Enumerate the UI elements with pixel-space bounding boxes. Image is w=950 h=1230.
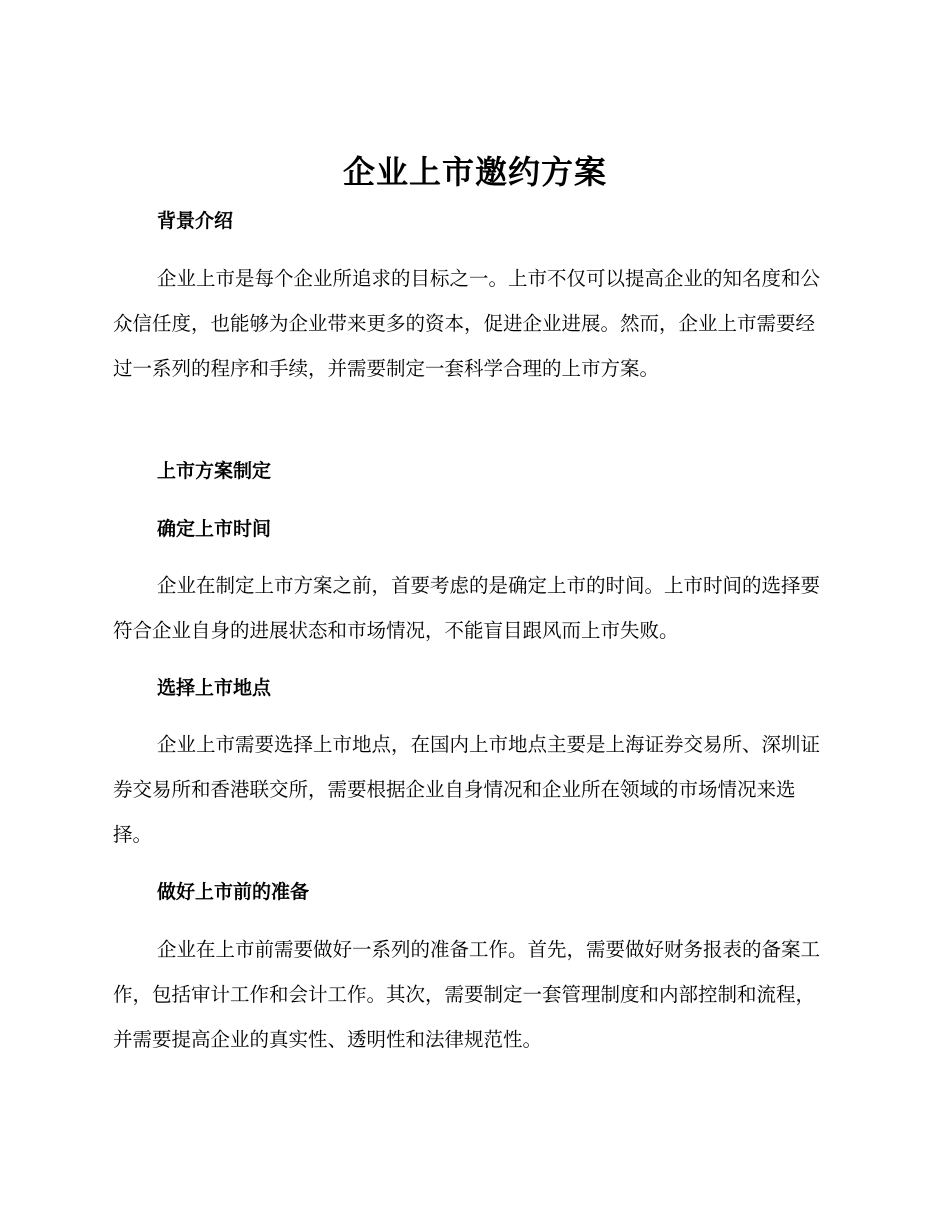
section-heading-background: 背景介绍 <box>157 210 234 232</box>
section-paragraph-listing-time: 企业在制定上市方案之前，首要考虑的是确定上市的时间。上市时间的选择要符合企业自身的进展状态和市场情况，不能盲目跟风而上市失败。 <box>113 574 821 642</box>
document-title: 企业上市邀约方案 <box>342 153 607 191</box>
section-paragraph-background: 企业上市是每个企业所追求的目标之一。上市不仅可以提高企业的知名度和公众信任度，也能够为企业带来更多的资本，促进企业进展。然而，企业上市需要经过一系列的程序和手续，并需要制定一套科学合理的上市方案。 <box>113 267 821 380</box>
section-heading-listing-time: 确定上市时间 <box>157 518 272 540</box>
section-heading-listing-venue: 选择上市地点 <box>157 677 272 699</box>
section-paragraph-listing-venue: 企业上市需要选择上市地点，在国内上市地点主要是上海证券交易所、深圳证券交易所和香港联交所，需要根据企业自身情况和企业所在领域的市场情况来选择。 <box>113 733 821 846</box>
section-heading-listing-plan: 上市方案制定 <box>157 460 272 482</box>
section-heading-preparation: 做好上市前的准备 <box>157 881 310 903</box>
section-paragraph-preparation: 企业在上市前需要做好一系列的准备工作。首先，需要做好财务报表的备案工作，包括审计工作和会计工作。其次，需要制定一套管理制度和内部控制和流程，并需要提高企业的真实性、透明性和法律规范性。 <box>113 938 821 1051</box>
